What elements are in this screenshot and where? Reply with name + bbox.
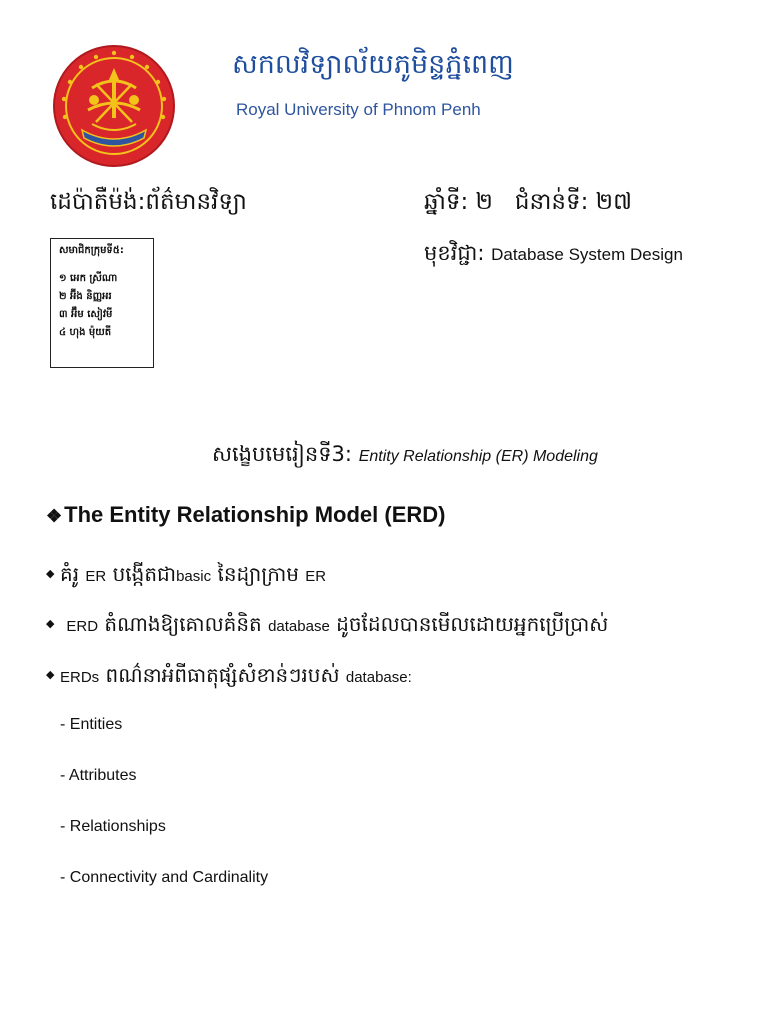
member-item: ៣ អ៊ឹម សៀវមី (59, 309, 113, 320)
university-seal-logo (52, 44, 176, 168)
bullet-item (46, 561, 326, 591)
member-item: ២ អ៊ីង និញ្ញអរ (59, 291, 112, 302)
bullet-text: basic (176, 568, 212, 585)
university-name-khmer: សកលវិទ្យាល័យភូមិន្ទភ្នំពេញ (232, 49, 514, 80)
diamond-bullet-icon: ◆ (46, 617, 55, 630)
diamond-bullet-icon: ◆ (46, 668, 55, 681)
university-name-english: Royal University of Phnom Penh (236, 100, 481, 119)
sub-item-attributes: - Attributes (60, 767, 137, 784)
lesson-title (212, 441, 598, 472)
department-label: ដេប៉ាតឺម៉ង់:ព័ត៌មានវិទ្យា (50, 189, 247, 215)
year-generation-line (424, 188, 632, 221)
sub-item-entities: - Entities (60, 716, 123, 733)
member-item: ៤ ហុង ម៉ុយតី (59, 327, 112, 338)
sub-item-connectivity: - Connectivity and Cardinality (60, 869, 269, 886)
lesson-topic: Entity Relationship (ER) Modeling (358, 448, 598, 465)
subject-value: Database System Design (491, 245, 683, 264)
bullet-text: តំណាងឱ្យគោលគំនិត (98, 612, 269, 636)
bullet-text: ពណ៌នាអំពីធាតុផ្សំសំខាន់ៗរបស់ (99, 663, 346, 687)
lesson-prefix: សង្ខេបមេរៀនទី3: (212, 442, 352, 466)
bullet-text: បង្កើតជា (106, 562, 177, 586)
bullet-text: ERD (66, 618, 99, 635)
bullet-text: គំរូ (60, 562, 86, 586)
members-box (50, 238, 154, 368)
bullet-text: ER (305, 568, 327, 585)
bullet-text: database (345, 669, 408, 686)
bullet-item (46, 662, 412, 692)
subject-line (424, 240, 683, 271)
diamond-bullet-icon: ◆ (46, 567, 55, 580)
bullet-text: : (407, 669, 412, 686)
member-item: ១ អេក ស្រីណា (59, 273, 118, 284)
bullet-text: ERDs (60, 669, 100, 686)
section-heading (46, 502, 445, 528)
diamond-star-icon: ❖ (46, 506, 63, 526)
year-label: ឆ្នាំទី: ២ (424, 189, 493, 215)
bullet-text: database (268, 618, 330, 635)
generation-label: ជំនាន់ទី: ២៧ (514, 189, 632, 215)
section-heading-text: The Entity Relationship Model (ERD) (64, 502, 446, 527)
bullet-text: ER (85, 568, 107, 585)
bullet-item (46, 611, 608, 641)
bullet-text: នៃដ្យាក្រាម (211, 562, 306, 586)
bullet-text: ដូចដែលបានមើលដោយអ្នកប្រើប្រាស់ (329, 612, 609, 636)
sub-item-relationships: - Relationships (60, 818, 166, 835)
subject-label: មុខវិជ្ជា: (424, 241, 485, 265)
members-title: សមាជិកក្រុមទី៥: (59, 245, 124, 256)
